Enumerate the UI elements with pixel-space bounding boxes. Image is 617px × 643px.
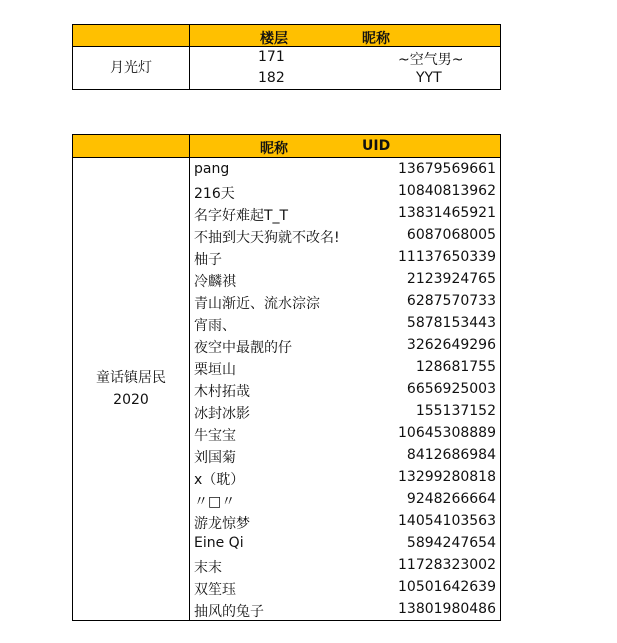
nickname-value: 双笙珏 bbox=[194, 582, 236, 598]
table2-row-cell bbox=[190, 488, 501, 510]
nickname-value: 冰封冰影 bbox=[194, 406, 250, 422]
uid-value: 6287570733 bbox=[406, 293, 496, 309]
table1-header-blank bbox=[73, 25, 190, 47]
table2-header-row bbox=[73, 135, 501, 158]
uid-value: 8412686984 bbox=[406, 447, 496, 463]
uid-value: 13679569661 bbox=[398, 161, 496, 177]
table2-row-cell bbox=[190, 576, 501, 598]
nickname-value: 冷麟祺 bbox=[194, 274, 236, 290]
nickname-value: 柚子 bbox=[194, 252, 222, 268]
table1-row-cell bbox=[190, 68, 501, 90]
group-label-line2: 2020 bbox=[113, 392, 149, 408]
table2-row-cell bbox=[190, 158, 501, 181]
nickname-value: 栗垣山 bbox=[194, 362, 236, 378]
nickname-column-header: 昵称 bbox=[260, 141, 288, 157]
table2-row-cell bbox=[190, 202, 501, 224]
uid-value: 14054103563 bbox=[398, 513, 496, 529]
group-label-yueguangdeng: 月光灯 bbox=[73, 47, 190, 90]
nickname-value: 末末 bbox=[194, 560, 222, 576]
uid-value: 155137152 bbox=[415, 403, 496, 419]
group-label-tonghuazhen bbox=[73, 158, 190, 621]
uid-value: 11728323002 bbox=[398, 557, 496, 573]
uid-value: 2123924765 bbox=[406, 271, 496, 287]
table2-row-cell bbox=[190, 444, 501, 466]
nickname-value: 〃□〃 bbox=[194, 494, 236, 510]
uid-value: 10501642639 bbox=[398, 579, 496, 595]
table2-row-cell bbox=[190, 598, 501, 621]
nickname-value: 游龙惊梦 bbox=[194, 516, 250, 532]
table2-row-cell bbox=[190, 466, 501, 488]
nickname-value: 宵雨、 bbox=[194, 318, 236, 334]
uid-value: 10645308889 bbox=[398, 425, 496, 441]
uid-table-body bbox=[73, 158, 501, 621]
table2-row-cell bbox=[190, 422, 501, 444]
table-row bbox=[73, 47, 501, 69]
uid-value: 11137650339 bbox=[398, 249, 496, 265]
floor-column-header: 楼层 bbox=[260, 31, 288, 47]
table2-header-cell bbox=[190, 135, 501, 158]
nickname-value: 刘国菊 bbox=[194, 450, 236, 466]
nickname-value: Eine Qi bbox=[194, 535, 244, 551]
table1-header-cell bbox=[190, 25, 501, 47]
uid-value: 13299280818 bbox=[398, 469, 496, 485]
floor-value: 182 bbox=[258, 70, 285, 86]
uid-value: 3262649296 bbox=[406, 337, 496, 353]
table2-row-cell bbox=[190, 356, 501, 378]
uid-value: 128681755 bbox=[415, 359, 496, 375]
table-row bbox=[73, 158, 501, 181]
uid-value: 5894247654 bbox=[406, 535, 496, 551]
uid-column-header: UID bbox=[362, 138, 391, 154]
table2-row-cell bbox=[190, 554, 501, 576]
nickname-value: 名字好难起T_T bbox=[194, 208, 289, 224]
uid-value: 6087068005 bbox=[406, 227, 496, 243]
table2-row-cell bbox=[190, 246, 501, 268]
uid-value: 10840813962 bbox=[398, 183, 496, 199]
uid-table bbox=[72, 134, 501, 621]
uid-value: 5878153443 bbox=[406, 315, 496, 331]
table2-row-cell bbox=[190, 400, 501, 422]
table2-row-cell bbox=[190, 510, 501, 532]
nickname-value: ~空气男~ bbox=[398, 52, 464, 68]
nickname-value: YYT bbox=[416, 70, 442, 86]
table1-row-cell bbox=[190, 47, 501, 69]
nickname-value: 牛宝宝 bbox=[194, 428, 236, 444]
table2-row-cell bbox=[190, 224, 501, 246]
table2-row-cell bbox=[190, 268, 501, 290]
table2-row-cell bbox=[190, 532, 501, 554]
floor-nickname-table bbox=[72, 24, 501, 90]
nickname-value: 木村拓哉 bbox=[194, 384, 250, 400]
nickname-value: 抽风的兔子 bbox=[194, 604, 264, 620]
table2-row-cell bbox=[190, 378, 501, 400]
nickname-value: 青山渐近、流水淙淙 bbox=[194, 296, 320, 312]
uid-value: 6656925003 bbox=[406, 381, 496, 397]
nickname-value: 216天 bbox=[194, 186, 235, 202]
nickname-value: pang bbox=[194, 161, 230, 177]
table1-header-row bbox=[73, 25, 501, 47]
nickname-value: x（耽） bbox=[194, 472, 245, 488]
floor-value: 171 bbox=[258, 49, 285, 65]
nickname-value: 夜空中最靓的仔 bbox=[194, 340, 292, 356]
table2-header-blank bbox=[73, 135, 190, 158]
table2-row-cell bbox=[190, 334, 501, 356]
uid-value: 13831465921 bbox=[398, 205, 496, 221]
uid-value: 9248266664 bbox=[406, 491, 496, 507]
nickname-column-header: 昵称 bbox=[362, 31, 390, 47]
table2-row-cell bbox=[190, 312, 501, 334]
uid-value: 13801980486 bbox=[398, 601, 496, 617]
table2-row-cell bbox=[190, 180, 501, 202]
group-label-line1: 童话镇居民 bbox=[96, 370, 166, 386]
table2-row-cell bbox=[190, 290, 501, 312]
nickname-value: 不抽到大天狗就不改名! bbox=[194, 230, 340, 246]
